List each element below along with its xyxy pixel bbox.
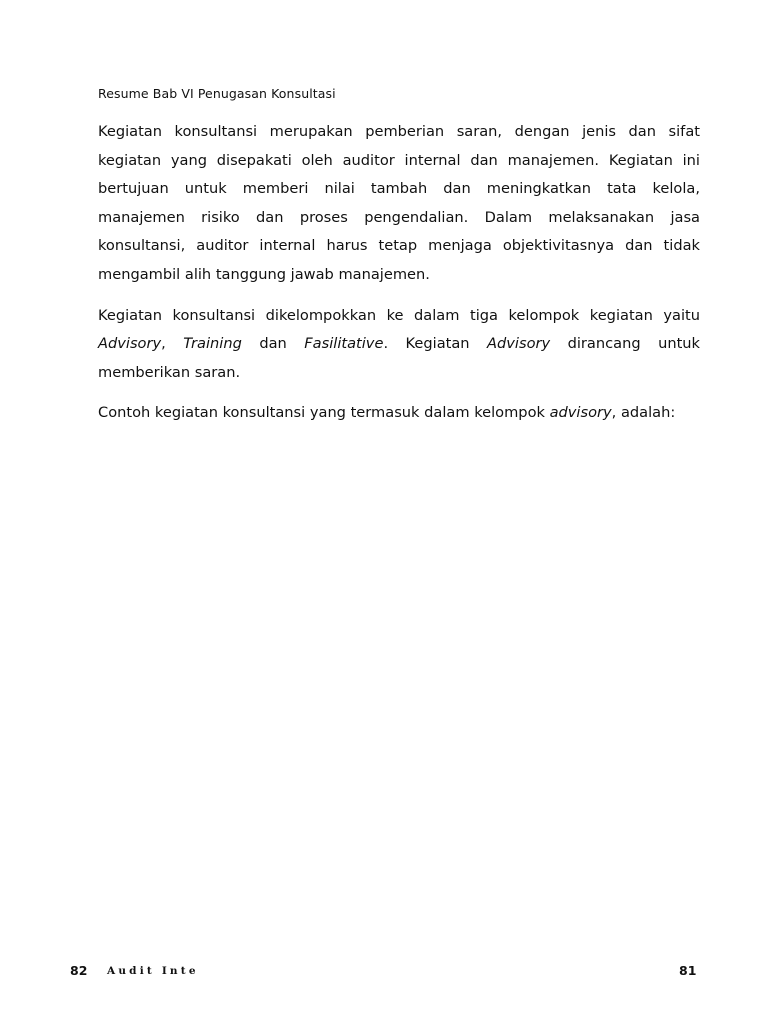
paragraph-example-intro [98,399,700,428]
left-running-title: Audit Inte [107,965,199,977]
term-advisory-2: Advisory [487,335,551,353]
right-page-number: 81 [679,963,697,978]
term-fasilitative: Fasilitative [304,335,384,353]
paragraph-groups-text-1: Kegiatan konsultansi dikelompokkan ke dalam tiga kelompok kegiatan yaitu [98,306,700,324]
paragraph-groups [98,302,700,388]
separator-dan: dan [241,335,305,353]
term-advisory: Advisory [98,335,162,353]
paragraph-example-text-2: , adalah: [611,404,676,422]
term-training: Training [183,335,242,353]
term-advisory-lower: advisory [549,404,612,422]
paragraph-groups-text-2: . Kegiatan [383,335,488,353]
paragraph-groups-text-3: dirancang untuk memberikan saran. [98,335,701,381]
body-text [98,118,700,428]
paragraph-definition: Kegiatan konsultansi merupakan pemberian saran, dengan jenis dan sifat kegiatan yang disepakati oleh auditor internal dan manajemen. Kegiatan ini bertujuan untuk memberi nilai tambah dan meningkatkan tata kelola, manajemen risiko dan proses pengendalian. Dalam melaksanakan jasa konsultansi, auditor internal harus tetap menjaga objektivitasnya dan tidak mengambil alih tanggung jawab manajemen. [98,123,700,283]
left-page-number: 82 [70,963,88,978]
paragraph-example-text-1: Contoh kegiatan konsultansi yang termasuk dalam kelompok [98,404,550,422]
running-header: Resume Bab VI Penugasan Konsultasi [98,86,336,101]
separator-comma: , [161,335,184,353]
